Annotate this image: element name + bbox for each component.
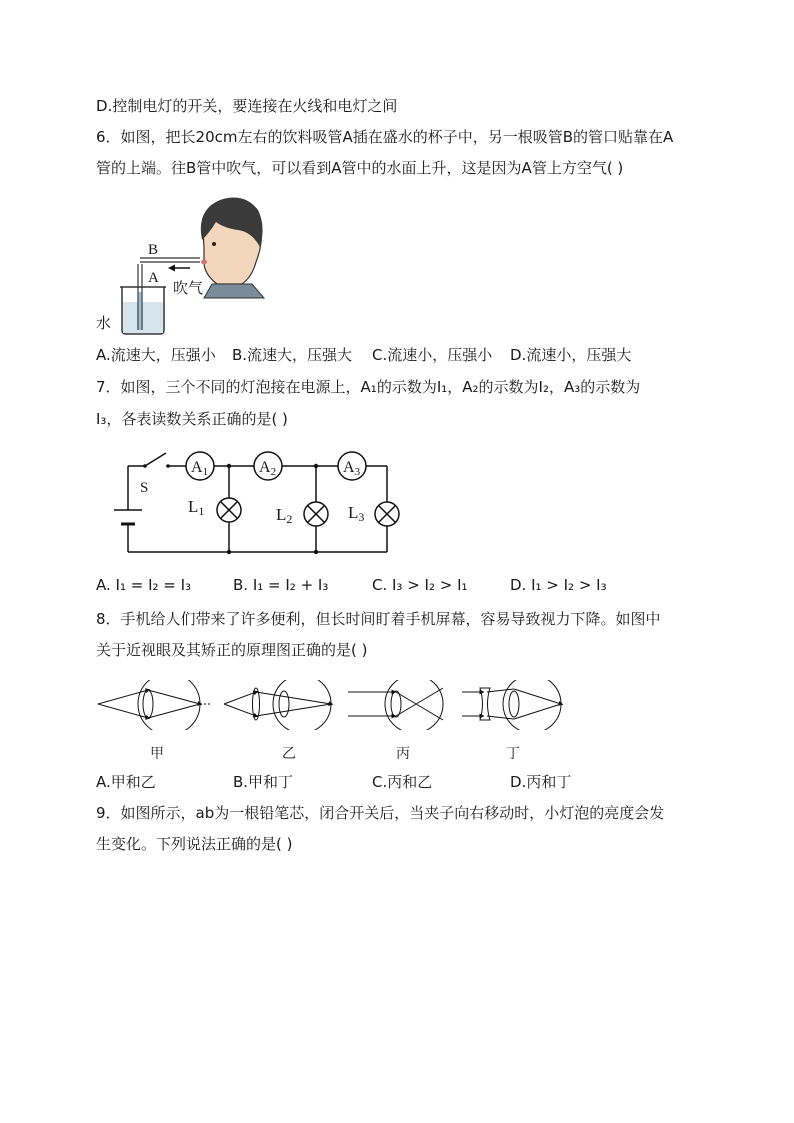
eye-diagram-ding [462, 680, 561, 730]
switch-lever [145, 453, 166, 466]
eye-diagram-yi [224, 680, 331, 730]
q6-figure-straw-blowing [92, 192, 282, 337]
eye-diagram-jia [98, 680, 210, 730]
caption-ding: 丁 [506, 746, 520, 762]
label-a: A [148, 270, 159, 286]
lamp-l3 [375, 502, 399, 526]
q6-option-b[interactable]: B.流速大，压强大 [232, 346, 353, 364]
label-blow: 吹气 [173, 279, 204, 297]
q5-option-d: D.控制电灯的开关，要连接在火线和电灯之间 [96, 97, 398, 115]
q6-stem-line1: 6．如图，把长20cm左右的饮料吸管A插在盛水的杯子中，另一根吸管B的管口贴靠在A [96, 128, 674, 146]
q6-stem-line2: 管的上端。往B管中吹气，可以看到A管中的水面上升，这是因为A管上方空气( ) [96, 159, 624, 177]
q7-option-c[interactable]: C. I₃ > I₂ > I₁ [372, 576, 468, 594]
q8-option-a[interactable]: A.甲和乙 [96, 773, 156, 791]
q8-options [96, 772, 696, 792]
q6-option-a[interactable]: A.流速大，压强小 [96, 346, 216, 364]
q8-stem-line2: 关于近视眼及其矫正的原理图正确的是( ) [96, 641, 368, 659]
q7-option-a[interactable]: A. I₁ = I₂ = I₃ [96, 576, 192, 594]
lamp-l2-label: L2 [276, 505, 293, 526]
q8-option-d[interactable]: D.丙和丁 [510, 773, 572, 791]
ammeter-a3 [338, 452, 366, 480]
caption-bing: 丙 [396, 746, 410, 762]
caption-jia: 甲 [150, 746, 164, 762]
straw-a [138, 264, 142, 330]
ammeter-a2 [254, 452, 282, 480]
q8-stem-line1: 8．手机给人们带来了许多便利，但长时间盯着手机屏幕，容易导致视力下降。如图中 [96, 610, 661, 628]
eye-diagram-bing [348, 680, 443, 730]
lamp-l2 [304, 502, 328, 526]
q7-stem-line1: 7．如图，三个不同的灯泡接在电源上，A₁的示数为I₁，A₂的示数为I₂，A₃的示数为 [96, 378, 641, 396]
straw-b [140, 258, 200, 262]
q8-option-c[interactable]: C.丙和乙 [372, 773, 433, 791]
q8-eye-diagrams [94, 680, 564, 730]
q7-option-b[interactable]: B. I₁ = I₂ + I₃ [233, 576, 329, 594]
battery [114, 510, 142, 524]
lamp-l3-label: L3 [348, 503, 365, 524]
q9-stem-line2: 生变化。下列说法正确的是( ) [96, 835, 293, 853]
q9-stem-line1: 9．如图所示，ab为一根铅笔芯，闭合开关后，当夹子向右移动时，小灯泡的亮度会发 [96, 804, 665, 822]
q8-option-b[interactable]: B.甲和丁 [233, 773, 294, 791]
q6-option-d[interactable]: D.流速小，压强大 [510, 346, 632, 364]
q7-options [96, 575, 696, 595]
svg-text:A3: A3 [343, 459, 361, 478]
svg-text:A1: A1 [191, 459, 209, 478]
q7-stem-line2: I₃，各表读数关系正确的是( ) [96, 410, 288, 428]
boy-illustration [201, 198, 264, 298]
water-cup [120, 287, 166, 334]
q6-option-c[interactable]: C.流速小，压强小 [372, 346, 493, 364]
svg-text:A2: A2 [259, 459, 277, 478]
q6-options [96, 345, 696, 365]
label-water: 水 [96, 314, 112, 332]
q7-option-d[interactable]: D. I₁ > I₂ > I₃ [510, 576, 607, 594]
label-b: B [148, 242, 159, 258]
caption-yi: 乙 [282, 746, 296, 762]
ammeter-a1 [186, 452, 214, 480]
lamp-l1 [217, 498, 241, 522]
blow-arrow-icon [168, 265, 190, 272]
switch-label: S [140, 480, 149, 496]
lamp-l1-label: L1 [188, 497, 205, 518]
q7-circuit-diagram [100, 448, 410, 560]
